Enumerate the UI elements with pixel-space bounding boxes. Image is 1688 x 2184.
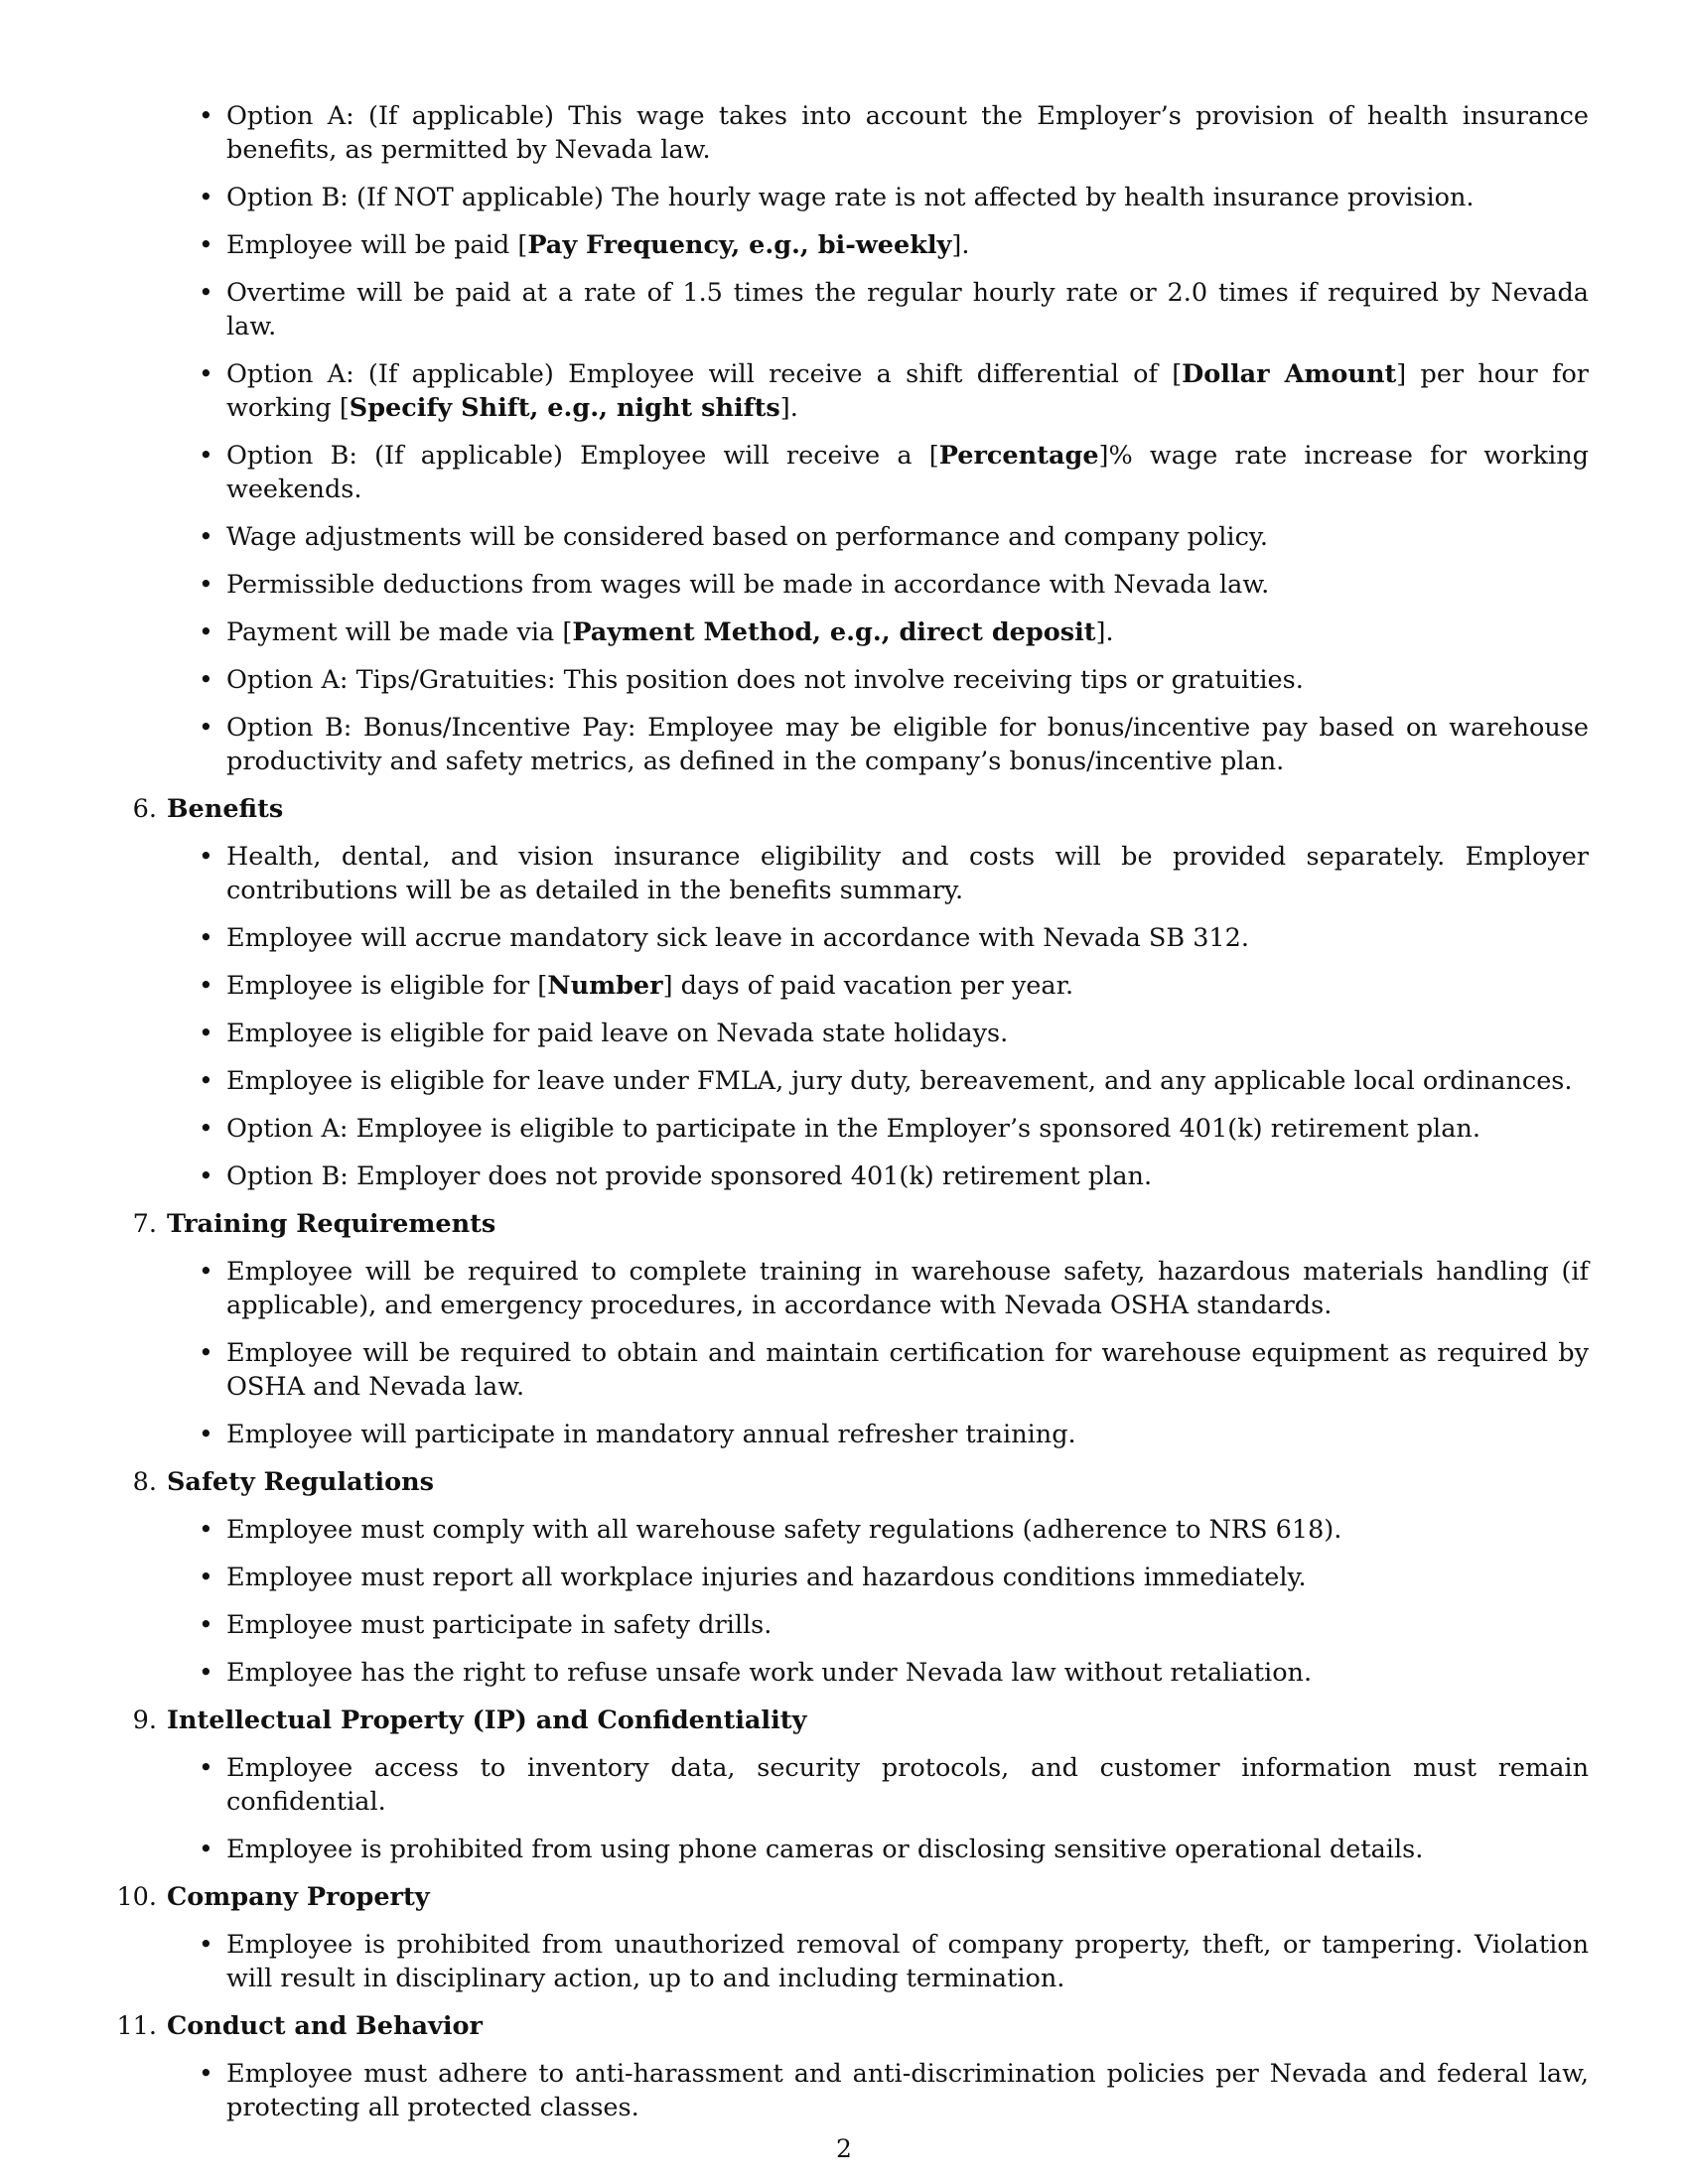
section-9-item-1: • Employee access to inventory data, security protocols, and customer information must remain confidential. — [167, 1751, 1589, 1819]
section-title: Training Requirements — [167, 1209, 496, 1239]
wage-item-2: • Option B: (If NOT applicable) The hourly wage rate is not affected by health insurance provision. — [167, 181, 1589, 214]
section-10-item-1: • Employee is prohibited from unauthorized removal of company property, theft, or tampering. Violation will result in disciplinary action, up to and including termination. — [167, 1928, 1589, 1995]
placeholder-field: Specify Shift, e.g., night shifts — [349, 393, 780, 423]
section-bullet-list — [167, 840, 1589, 1193]
section-6-item-1: • Health, dental, and vision insurance eligibility and costs will be provided separately. Employer contributions will be as detailed in the benefits summary. — [167, 840, 1589, 907]
page-number: 2 — [836, 2134, 852, 2163]
wage-item-7: • Wage adjustments will be considered based on performance and company policy. — [167, 520, 1589, 554]
wage-item-8: • Permissible deductions from wages will be made in accordance with Nevada law. — [167, 568, 1589, 602]
section-7 — [132, 1207, 1589, 1451]
section-7-item-3: • Employee will participate in mandatory annual refresher training. — [167, 1418, 1589, 1451]
section-8-item-1: • Employee must comply with all warehouse safety regulations (adherence to NRS 618). — [167, 1513, 1589, 1547]
section-8-item-4: • Employee has the right to refuse unsafe work under Nevada law without retaliation. — [167, 1656, 1589, 1690]
wage-item-1: • Option A: (If applicable) This wage takes into account the Employer’s provision of health insurance benefits, as permitted by Nevada law. — [167, 99, 1589, 167]
placeholder-field: Pay Frequency, e.g., bi-weekly — [527, 230, 952, 260]
section-heading — [132, 1465, 1589, 1499]
section-bullet-list — [167, 2057, 1589, 2124]
section-number: 11. — [116, 2011, 157, 2041]
section-6-item-5: • Employee is eligible for leave under FMLA, jury duty, bereavement, and any applicable local ordinances. — [167, 1064, 1589, 1098]
section-bullet-list — [167, 1513, 1589, 1690]
section-6-item-7: • Option B: Employer does not provide sponsored 401(k) retirement plan. — [167, 1160, 1589, 1193]
section-number: 10. — [116, 1882, 157, 1912]
section-title: Company Property — [167, 1882, 430, 1912]
section-heading — [132, 792, 1589, 826]
wage-item-3: • Employee will be paid [Pay Frequency, e.g., bi-weekly]. — [167, 228, 1589, 262]
section-6-item-6: • Option A: Employee is eligible to participate in the Employer’s sponsored 401(k) retirement plan. — [167, 1112, 1589, 1146]
section-bullet-list — [167, 1751, 1589, 1866]
placeholder-field: Number — [547, 971, 663, 1001]
section-bullet-list — [167, 1255, 1589, 1451]
section-7-item-1: • Employee will be required to complete training in warehouse safety, hazardous materials handling (if applicable), and emergency procedures, in accordance with Nevada OSHA standards. — [167, 1255, 1589, 1322]
section-8-item-2: • Employee must report all workplace injuries and hazardous conditions immediately. — [167, 1561, 1589, 1594]
section-number: 7. — [132, 1209, 157, 1239]
section-title: Safety Regulations — [167, 1467, 434, 1497]
section-9-item-2: • Employee is prohibited from using phone cameras or disclosing sensitive operational details. — [167, 1833, 1589, 1866]
section-8 — [132, 1465, 1589, 1690]
placeholder-field: Percentage — [938, 441, 1099, 471]
wage-item-6: • Option B: (If applicable) Employee will receive a [Percentage]% wage rate increase for working weekends. — [167, 439, 1589, 506]
section-6-item-4: • Employee is eligible for paid leave on Nevada state holidays. — [167, 1017, 1589, 1050]
section-heading — [132, 1704, 1589, 1737]
section-6 — [132, 792, 1589, 1193]
wage-item-10: • Option A: Tips/Gratuities: This position does not involve receiving tips or gratuities. — [167, 663, 1589, 697]
placeholder-field: Dollar Amount — [1182, 359, 1397, 389]
section-heading — [116, 2009, 1589, 2043]
section-11-item-1: • Employee must adhere to anti-harassment and anti-discrimination policies per Nevada and federal law, protecting all protected classes. — [167, 2057, 1589, 2124]
wage-item-4: • Overtime will be paid at a rate of 1.5 times the regular hourly rate or 2.0 times if required by Nevada law. — [167, 276, 1589, 343]
section-6-item-2: • Employee will accrue mandatory sick leave in accordance with Nevada SB 312. — [167, 921, 1589, 955]
section-8-item-3: • Employee must participate in safety drills. — [167, 1608, 1589, 1642]
section-number: 9. — [132, 1706, 157, 1735]
section-title: Conduct and Behavior — [167, 2011, 483, 2041]
wage-item-5: • Option A: (If applicable) Employee will receive a shift differential of [Dollar Amount] per hour for working [Specify Shift, e.g., night shifts]. — [167, 357, 1589, 425]
placeholder-field: Payment Method, e.g., direct deposit — [572, 617, 1096, 647]
document-body — [116, 99, 1590, 2138]
section-6-item-3: • Employee is eligible for [Number] days of paid vacation per year. — [167, 969, 1589, 1003]
section-9 — [132, 1704, 1589, 1866]
section-11 — [116, 2009, 1589, 2124]
section-title: Intellectual Property (IP) and Confidentiality — [167, 1706, 807, 1735]
section-number: 6. — [132, 794, 157, 824]
wage-bullet-list — [167, 99, 1589, 778]
section-7-item-2: • Employee will be required to obtain and maintain certification for warehouse equipment as required by OSHA and Nevada law. — [167, 1336, 1589, 1404]
section-number: 8. — [132, 1467, 157, 1497]
wage-item-11: • Option B: Bonus/Incentive Pay: Employee may be eligible for bonus/incentive pay based on warehouse productivity and safety metrics, as defined in the company’s bonus/incentive plan. — [167, 711, 1589, 778]
section-bullet-list — [167, 1928, 1589, 1995]
section-heading — [116, 1880, 1589, 1914]
section-list — [116, 792, 1589, 2124]
wage-item-9: • Payment will be made via [Payment Method, e.g., direct deposit]. — [167, 615, 1589, 649]
section-heading — [132, 1207, 1589, 1241]
section-10 — [116, 1880, 1589, 1995]
section-title: Benefits — [167, 794, 284, 824]
